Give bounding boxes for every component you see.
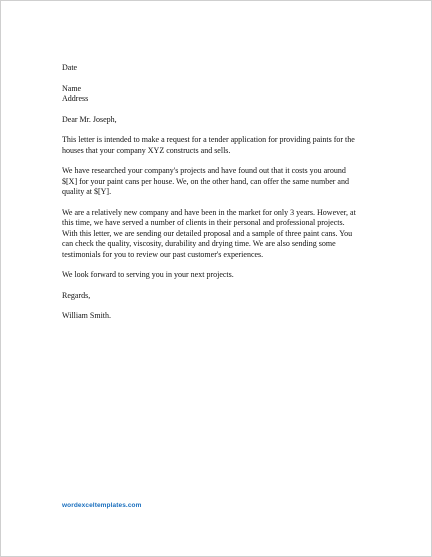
date-line bbox=[62, 63, 382, 74]
recipient-name: Name bbox=[62, 83, 82, 93]
paragraph-line: quality at $[Y]. bbox=[62, 187, 112, 196]
date-text: Date bbox=[62, 63, 78, 72]
closing: Regards, bbox=[62, 290, 91, 300]
recipient-block bbox=[62, 84, 382, 105]
paragraph-line: This letter is intended to make a request for a tender application for providing paints for the bbox=[62, 135, 355, 144]
paragraph-request bbox=[62, 135, 382, 156]
recipient-address: Address bbox=[62, 94, 89, 103]
signature: William Smith. bbox=[62, 311, 112, 320]
letter-body bbox=[62, 63, 382, 332]
paragraph-line: can check the quality, viscosity, durability and drying time. We are also sending some bbox=[62, 239, 336, 248]
footer-watermark: wordexceltemplates.com bbox=[62, 502, 142, 509]
salutation: Dear Mr. Joseph, bbox=[62, 114, 117, 124]
paragraph-company-info bbox=[62, 208, 382, 261]
paragraph-line: $[X] for your paint cans per house. We, on the other hand, can offer the same number and bbox=[62, 176, 349, 186]
paragraph-pricing bbox=[62, 166, 382, 198]
paragraph-line: We are a relatively new company and have been in the market for only 3 years. However, at bbox=[62, 207, 356, 217]
paragraph-line: We have researched your company's projects and have found out that it costs you around bbox=[62, 166, 346, 175]
paragraph-closing-remark: We look forward to serving you in your next projects. bbox=[62, 270, 234, 279]
paragraph-line: testimonials for you to review our past customer's experiences. bbox=[62, 249, 264, 259]
paragraph-line: houses that your company XYZ constructs and sells. bbox=[62, 145, 231, 155]
paragraph-line: this time, we have served a number of clients in their personal and professional projects. bbox=[62, 218, 345, 227]
paragraph-line: With this letter, we are sending our detailed proposal and a sample of three paint cans. You bbox=[62, 228, 353, 238]
